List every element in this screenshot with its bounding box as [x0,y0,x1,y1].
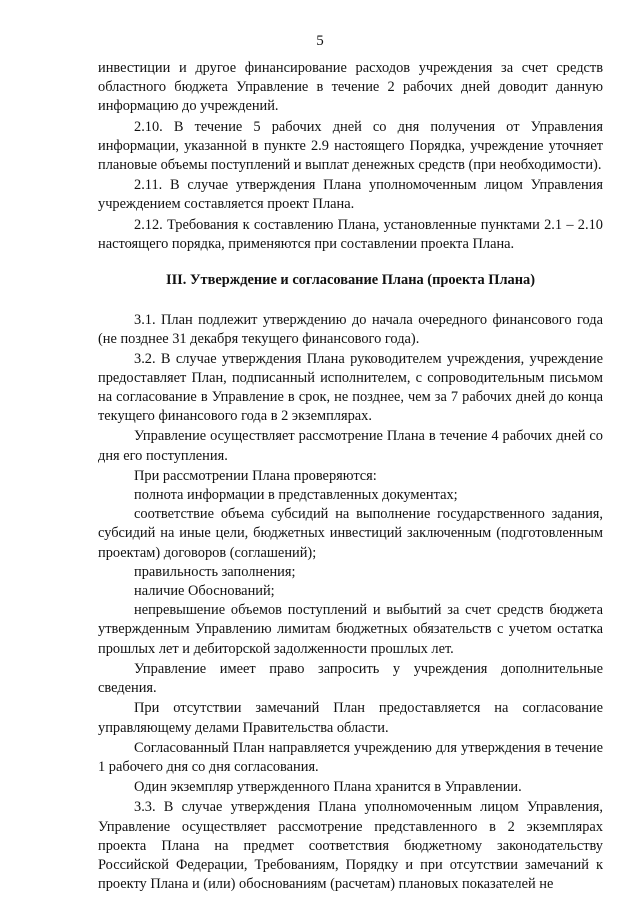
paragraph-3-1: 3.1. План подлежит утверждению до начала очередного финансового года (не позднее 31 декабря текущего финансового года). [98,312,603,348]
list-item-subsidies: соответствие объема субсидий на выполнение государственного задания, субсидий на иные цели, бюджетных инвестиций заключенным (подготовленным проектам) договоров (соглашений); [98,506,603,561]
section-heading: III. Утверждение и согласование Плана (проекта Плана) [165,272,536,289]
page-number: 5 [316,33,324,49]
paragraph-review-term: Управление осуществляет рассмотрение Плана в течение 4 рабочих дней со дня его поступления. [98,428,603,464]
list-item-limits: непревышение объемов поступлений и выбытий за счет средств бюджета утвержденным Управлению лимитам бюджетных обязательств с учетом остатка прошлых лет и дебиторской задолженности прошлых лет. [98,602,603,657]
list-item-justifications: наличие Обоснований; [134,583,275,600]
paragraph-continuation: инвестиции и другое финансирование расходов учреждения за счет средств областного бюджета Управление в течение 2 рабочих дней доводит данную информацию до учреждений. [98,60,603,115]
paragraph-2-12: 2.12. Требования к составлению Плана, установленные пунктами 2.1 – 2.10 настоящего порядка, применяются при составлении проекта Плана. [98,216,603,252]
paragraph-approved-sent: Согласованный План направляется учреждению для утверждения в течение 1 рабочего дня со дня согласования. [98,739,603,775]
list-item-completeness: полнота информации в представленных документах; [134,487,458,504]
paragraph-checks-intro: При рассмотрении Плана проверяются: [134,467,377,484]
document-body [98,59,603,894]
paragraph-request-info: Управление имеет право запросить у учреждения дополнительные сведения. [98,660,603,697]
paragraph-copy-stored: Один экземпляр утвержденного Плана хранится в Управлении. [134,779,522,796]
paragraph-3-2: 3.2. В случае утверждения Плана руководителем учреждения, учреждение предоставляет План, подписанный исполнителем, с сопроводительным письмом на согласование в Управление в срок, не позднее, чем за 7 рабочих дней до конца текущего финансового года в 2 экземплярах. [98,350,603,425]
paragraph-3-3: 3.3. В случае утверждения Плана уполномоченным лицом Управления, Управление осуществляет рассмотрение представленного в 2 экземплярах проекта Плана на предмет соответствия бюджетному законодательству Российской Федерации, Требованиям, Порядку и при отсутствии замечаний к проекту Плана и (или) обоснованиям (расчетам) плановых показателей не [98,799,603,893]
paragraph-no-remarks: При отсутствии замечаний План предоставляется на согласование управляющему делами Правительства области. [98,700,603,736]
paragraph-2-10: 2.10. В течение 5 рабочих дней со дня получения от Управления информации, указанной в пункте 2.9 настоящего Порядка, учреждение уточняет плановые объемы поступлений и выплат денежных средств (при необходимости). [98,118,603,174]
list-item-correctness: правильность заполнения; [134,563,296,580]
paragraph-2-11: 2.11. В случае утверждения Плана уполномоченным лицом Управления учреждением составляется проект Плана. [98,177,603,213]
